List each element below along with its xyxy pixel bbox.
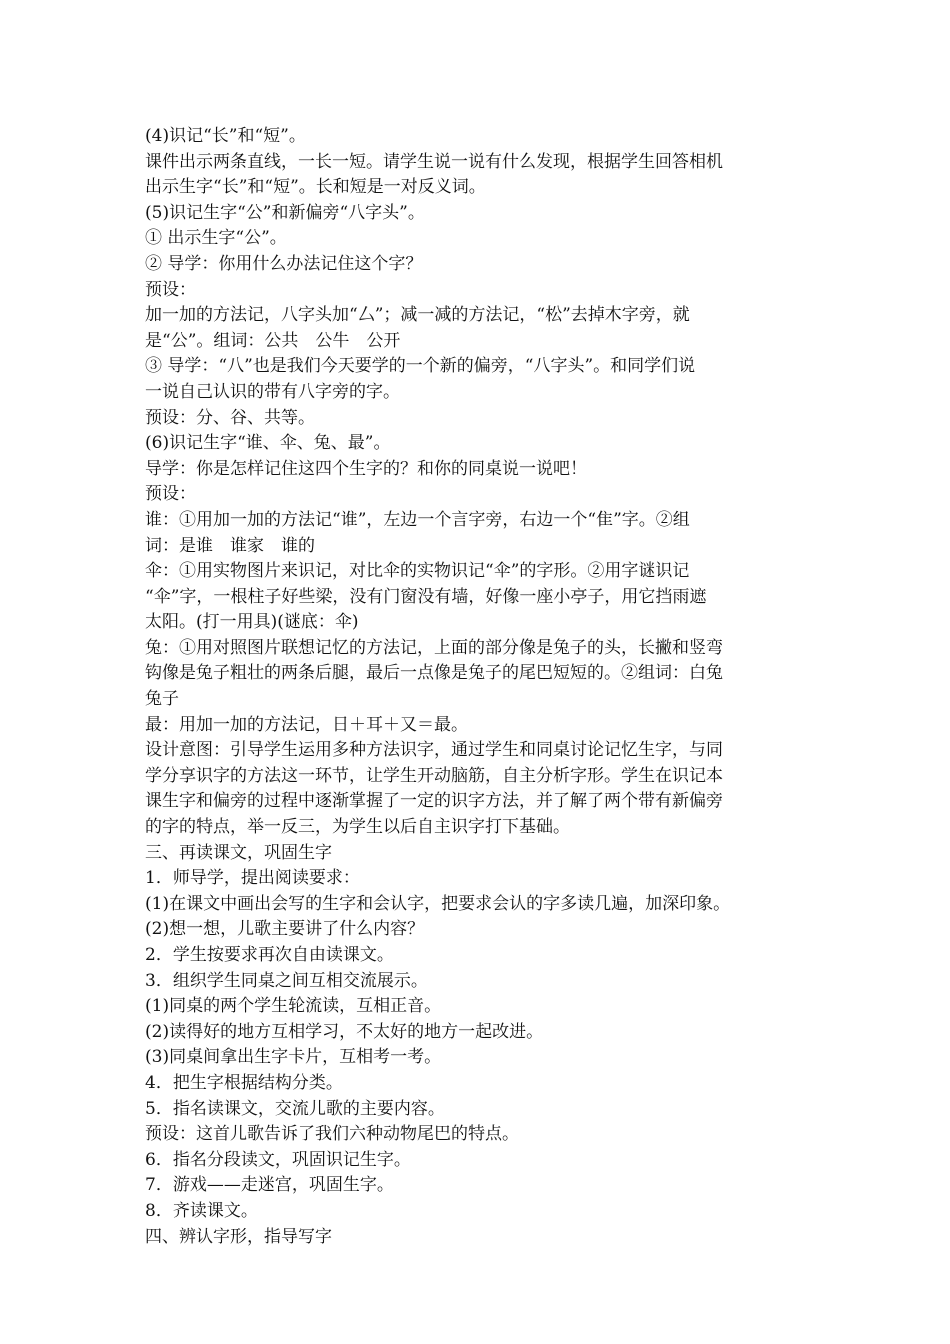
text-line: 3．组织学生同桌之间互相交流展示。: [145, 970, 428, 991]
text-line: (2)想一想，儿歌主要讲了什么内容？: [145, 919, 425, 940]
text-line: 6．指名分段读文，巩固识记生字。: [145, 1149, 411, 1170]
text-line: ② 导学：你用什么办法记住这个字？: [145, 253, 423, 274]
text-line: (1)同桌的两个学生轮流读，互相正音。: [145, 996, 442, 1017]
text-line: ① 出示生字“公”。: [145, 228, 287, 249]
text-line: 出示生字“长”和“短”。长和短是一对反义词。: [145, 177, 486, 198]
text-line: (2)读得好的地方互相学习，不太好的地方一起改进。: [145, 1021, 544, 1042]
text-line: (6)识记生字“谁、伞、兔、最”。: [145, 433, 391, 454]
text-line: 课生字和偏旁的过程中逐渐掌握了一定的识字方法，并了解了两个带有新偏旁: [145, 791, 723, 812]
text-line: 设计意图：引导学生运用多种方法识字，通过学生和同桌讨论记忆生字，与同: [145, 740, 723, 761]
text-line: 学分享识字的方法这一环节，让学生开动脑筋，自主分析字形。学生在识记本: [145, 765, 723, 786]
document-body: [145, 124, 810, 1250]
text-line: (1)在课文中画出会写的生字和会认字，把要求会认的字多读几遍，加深印象。: [145, 893, 731, 914]
text-line: 伞：①用实物图片来识记，对比伞的实物识记“伞”的字形。②用字谜识记: [145, 561, 690, 582]
text-line: 2．学生按要求再次自由读课文。: [145, 945, 394, 965]
text-line: 谁：①用加一加的方法记“谁”，左边一个言字旁，右边一个“隹”字。②组: [145, 509, 690, 530]
text-line: 三、再读课文，巩固生字: [145, 842, 332, 863]
text-line: (4)识记“长”和“短”。: [145, 126, 306, 146]
text-line: “伞”字，一根柱子好些梁，没有门窗没有墙，好像一座小亭子，用它挡雨遮: [145, 586, 707, 607]
text-line: 是“公”。组词：公共 公牛 公开: [145, 330, 401, 351]
text-line: 兔：①用对照图片联想记忆的方法记，上面的部分像是兔子的头，长撇和竖弯: [145, 637, 723, 658]
text-line: 7．游戏——走迷宫，巩固生字。: [145, 1175, 394, 1196]
text-line: 兔子: [145, 689, 179, 710]
text-line: ③ 导学：“八”也是我们今天要学的一个新的偏旁，“八字头”。和同学们说: [145, 356, 696, 377]
text-line: 的字的特点，举一反三，为学生以后自主识字打下基础。: [145, 817, 570, 838]
text-line: 5．指名读课文，交流儿歌的主要内容。: [145, 1098, 445, 1119]
text-line: 太阳。(打一用具)(谜底：伞): [145, 612, 359, 633]
text-line: (5)识记生字“公”和新偏旁“八字头”。: [145, 202, 425, 223]
text-line: 预设：分、谷、共等。: [145, 407, 315, 428]
text-line: 预设：: [145, 279, 196, 300]
text-line: 课件出示两条直线，一长一短。请学生说一说有什么发现，根据学生回答相机: [145, 151, 723, 172]
text-line: 预设：: [145, 484, 196, 505]
text-line: 一说自己认识的带有八字旁的字。: [145, 381, 400, 402]
text-line: 4．把生字根据结构分类。: [145, 1072, 343, 1093]
text-line: 8．齐读课文。: [145, 1200, 258, 1221]
text-line: 预设：这首儿歌告诉了我们六种动物尾巴的特点。: [145, 1124, 519, 1145]
text-line: 1．师导学，提出阅读要求：: [145, 868, 360, 889]
text-line: 四、辨认字形，指导写字: [145, 1226, 332, 1247]
text-line: 最：用加一加的方法记，日＋耳＋又＝最。: [145, 714, 468, 735]
text-line: 导学：你是怎样记住这四个生字的？和你的同桌说一说吧！: [145, 458, 587, 479]
text-line: 词：是谁 谁家 谁的: [145, 535, 315, 556]
text-line: 加一加的方法记，八字头加“厶”；减一减的方法记，“松”去掉木字旁，就: [145, 305, 690, 326]
text-line: (3)同桌间拿出生字卡片，互相考一考。: [145, 1047, 442, 1068]
text-line: 钩像是兔子粗壮的两条后腿，最后一点像是兔子的尾巴短短的。②组词：白兔: [145, 663, 723, 684]
